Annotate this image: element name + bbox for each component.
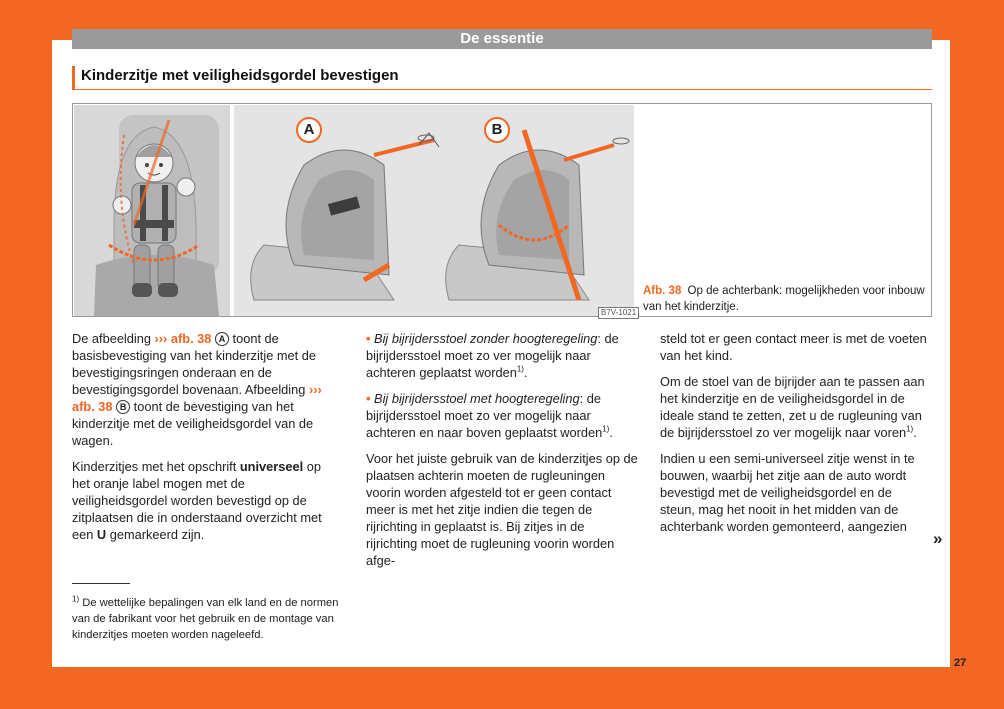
footnote-text: De wettelijke bepalingen van elk land en de normen van de fabrikant voor het gebruik en de montage van kinderzitjes moeten worden nageleefd. [72, 597, 339, 641]
emphasis: Bij bijrijdersstoel met hoogteregeling [374, 391, 580, 406]
footnote-divider [72, 583, 130, 584]
text-span: gemarkeerd zijn. [106, 527, 205, 542]
figure-38 [72, 103, 932, 317]
figure-number: Afb. 38 [643, 285, 682, 297]
seat-side-views [234, 105, 634, 316]
footnote [72, 595, 342, 643]
bold-term: universeel [239, 459, 304, 474]
page-title: Kinderzitje met veiligheidsgordel bevestigen [81, 67, 399, 84]
title-rule [72, 66, 932, 90]
footnote-ref[interactable]: 1) [602, 424, 610, 434]
text-column-1 [72, 330, 340, 552]
seat-side-views-drawing [234, 105, 634, 316]
label-a: A [296, 117, 322, 143]
paragraph: steld tot er geen contact meer is met de voeten van het kind. [660, 331, 927, 363]
text-span: op het oranje label mogen met de veiligheidsgordel worden bevestigd op de zitplaatsen die in onderstaand overzicht met een [72, 459, 322, 542]
bullet-icon: • [366, 331, 371, 346]
caption-text: Op de achterbank: mogelijkheden voor inbouw van het kinderzitje. [643, 285, 925, 313]
child-seat-illustration [74, 105, 230, 316]
footnote-ref[interactable]: 1) [516, 364, 524, 374]
figure-code: B7V-1021 [598, 307, 639, 319]
figure-ref-link[interactable]: ››› afb. 38 [72, 382, 322, 414]
figure-caption [643, 283, 928, 315]
text-span: toont de basisbevestiging van het kinderzitje met de bevestigingsringen onderaan en de bevestigingsgordel bovenaan. Afbeelding [72, 331, 316, 397]
continue-arrow-icon: » [933, 529, 943, 548]
footnote-marker: 1) [72, 594, 80, 604]
figure-ref-link[interactable]: ››› afb. 38 [154, 331, 212, 346]
footnote-ref[interactable]: 1) [906, 424, 914, 434]
paragraph: Om de stoel van de bijrijder aan te passen aan het kinderzitje en de veiligheidsgordel in de ideale stand te zetten, zet u de rugleuning van de bijrijdersstoel zo ver mogelijk naar voren$^{1)}$. [660, 374, 925, 440]
label-b: B [484, 117, 510, 143]
paragraph [72, 330, 340, 449]
text-column-3 [660, 330, 928, 544]
child-seat-drawing [74, 105, 230, 316]
text-span: : de bijrijdersstoel moet zo ver mogelijk naar achteren en naar boven geplaatst worden [366, 391, 603, 440]
circle-label-a: A [215, 332, 229, 346]
section-header-bar: De essentie [72, 29, 932, 49]
circle-label-b: B [116, 400, 130, 414]
emphasis: Bij bijrijdersstoel zonder hoogteregeling [374, 331, 598, 346]
text-span: Kinderzitjes met het opschrift [72, 459, 240, 474]
bullet-item: • Bij bijrijdersstoel zonder hoogteregeling: de bijrijdersstoel moet zo ver mogelijk naar achteren geplaatst worden$^{1)}$. [366, 331, 619, 380]
paragraph: Voor het juiste gebruik van de kinderzitjes op de plaatsen achterin moeten de rugleuningen voorin worden afgesteld tot er geen contact meer is met het zitje indien die tegen de rijrichting in geplaatst is. Bij zitjes in de rijrichting moet de rugleuning voorin worden afge- [366, 451, 638, 568]
bold-term: U [96, 527, 107, 542]
text-span: De afbeelding [72, 331, 155, 346]
text-span: Om de stoel van de bijrijder aan te passen aan het kinderzitje en de veiligheidsgordel in de ideale stand te zetten, zet u de rugleuning van de bijrijdersstoel zo ver mogelijk naar voren [660, 374, 925, 440]
bullet-icon: • [366, 391, 371, 406]
text-column-2 [366, 330, 638, 578]
text-span: toont de bevestiging van het kinderzitje met de veiligheidsgordel van de wagen. [72, 399, 314, 448]
paragraph [72, 458, 340, 543]
text-span: : de bijrijdersstoel moet zo ver mogelijk naar achteren geplaatst worden [366, 331, 619, 380]
bullet-item: • Bij bijrijdersstoel met hoogteregeling: de bijrijdersstoel moet zo ver mogelijk naar achteren en naar boven geplaatst worden$^{1)}$. [366, 391, 613, 440]
page-number: 27 [954, 657, 967, 669]
paragraph: Indien u een semi-universeel zitje wenst in te bouwen, waarbij het zitje aan de auto wordt bevestigd met de veiligheidsgordel en de steun, mag het nooit in het midden van de achterbank worden gemonteerd, aangezien [660, 451, 915, 534]
